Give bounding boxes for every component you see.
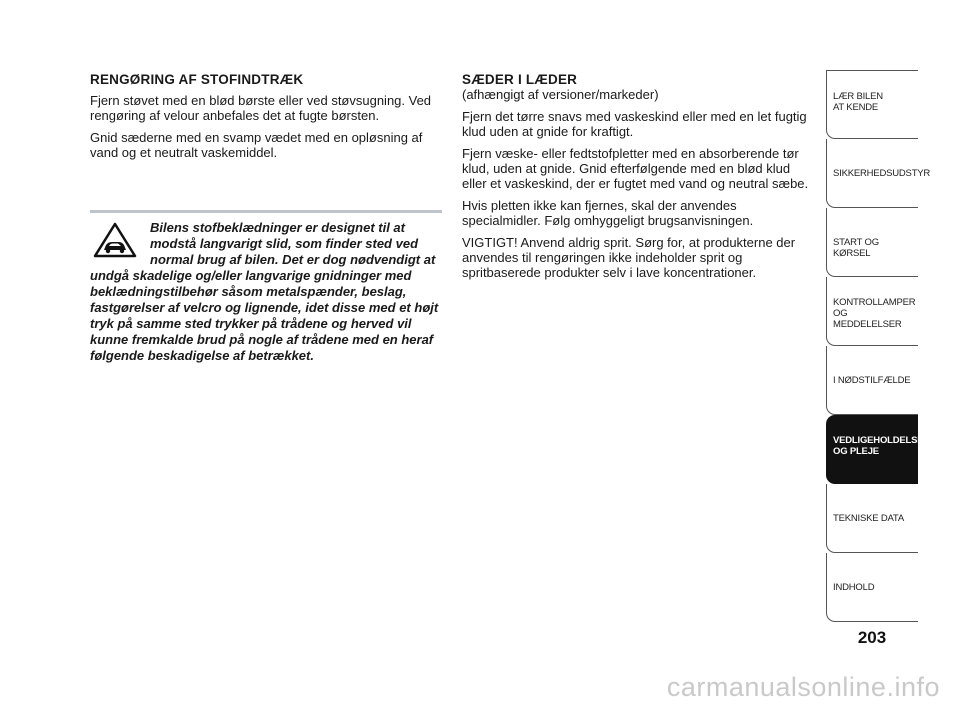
tab-safety[interactable] — [826, 139, 931, 208]
tab-index[interactable] — [826, 553, 918, 622]
tab-technical-data[interactable] — [826, 484, 918, 553]
leather-paragraph-2: Fjern væske- eller fedtstofpletter med en absorberende tør klud, uden at gnide. Gnid efterfølgende med en blød klud eller et vaskeskind, der er fugtet med vand og neutral sæbe. — [462, 146, 809, 191]
warning-text: Bilens stofbeklædninger er designet til at modstå langvarigt slid, som finder sted ved normal brug af bilen. Det er dog nødvendigt at undgå skadelige og/eller langvarige gnidninger med beklædningstilbehør såsom metalspænder, beslag, fastgørelser af velcro og lignende, idet disse med et højt tryk på samme sted trykker på trådene og herved vil kunne fremkalde brud på nogle af trådene med en heraf følgende beskadigelse af betrækket. — [90, 220, 439, 363]
leather-seats-subheading: (afhængigt af versioner/markeder) — [462, 87, 659, 102]
warning-box — [90, 220, 446, 364]
leather-paragraph-3: Hvis pletten ikke kan fjernes, skal der anvendes specialmidler. Følg omhyggeligt brugsanvisningen. — [462, 198, 754, 228]
tab-label-line1: INDHOLD — [833, 582, 875, 593]
tab-label-line1: LÆR BILEN — [833, 91, 883, 102]
tab-start-driving[interactable] — [826, 208, 918, 277]
page-number: 203 — [857, 628, 887, 647]
fabric-paragraph-2: Gnid sæderne med en svamp vædet med en opløsning af vand og et neutralt vaskemiddel. — [90, 130, 423, 160]
tab-emergency[interactable] — [826, 346, 918, 415]
fabric-cleaning-heading: RENGØRING AF STOFINDTRÆK — [90, 72, 304, 87]
leather-paragraph-1: Fjern det tørre snavs med vaskeskind eller med en let fugtig klud uden at gnide for kraftigt. — [462, 109, 807, 139]
leather-seats-heading: SÆDER I LÆDER — [462, 72, 578, 87]
watermark: carmanualsonline.info — [666, 672, 940, 702]
tab-warning-lights[interactable] — [826, 277, 918, 346]
tab-label-line2: AT KENDE — [833, 102, 879, 113]
tab-label-line1: KONTROLLAMPER — [833, 297, 916, 308]
chapter-tabs — [826, 70, 931, 622]
tab-label-line1: SIKKERHEDSUDSTYR — [833, 168, 931, 179]
tab-label-line1: VEDLIGEHOLDELSE — [833, 435, 924, 446]
car-warning-icon — [90, 220, 140, 260]
tab-label-line1: I NØDSTILFÆLDE — [833, 375, 911, 386]
fabric-paragraph-1: Fjern støvet med en blød børste eller ved støvsugning. Ved rengøring af velour anbefales det at fugte børsten. — [90, 93, 432, 123]
tab-label-line2: OG PLEJE — [833, 446, 879, 457]
tab-label-line2: OG MEDDELELSER — [833, 308, 902, 330]
leather-paragraph-4: VIGTIGT! Anvend aldrig sprit. Sørg for, at produkterne der anvendes til rengøringen ikke indeholder sprit og spritbaserede produkter selv i lave koncentrationer. — [462, 235, 796, 280]
warning-divider — [90, 210, 442, 213]
right-column — [462, 72, 812, 287]
left-column — [90, 72, 442, 167]
tab-maintenance[interactable] — [826, 415, 924, 484]
tab-label-line1: TEKNISKE DATA — [833, 513, 904, 524]
tab-label-line1: START OG KØRSEL — [833, 237, 879, 259]
tab-learn-car[interactable] — [826, 70, 918, 139]
